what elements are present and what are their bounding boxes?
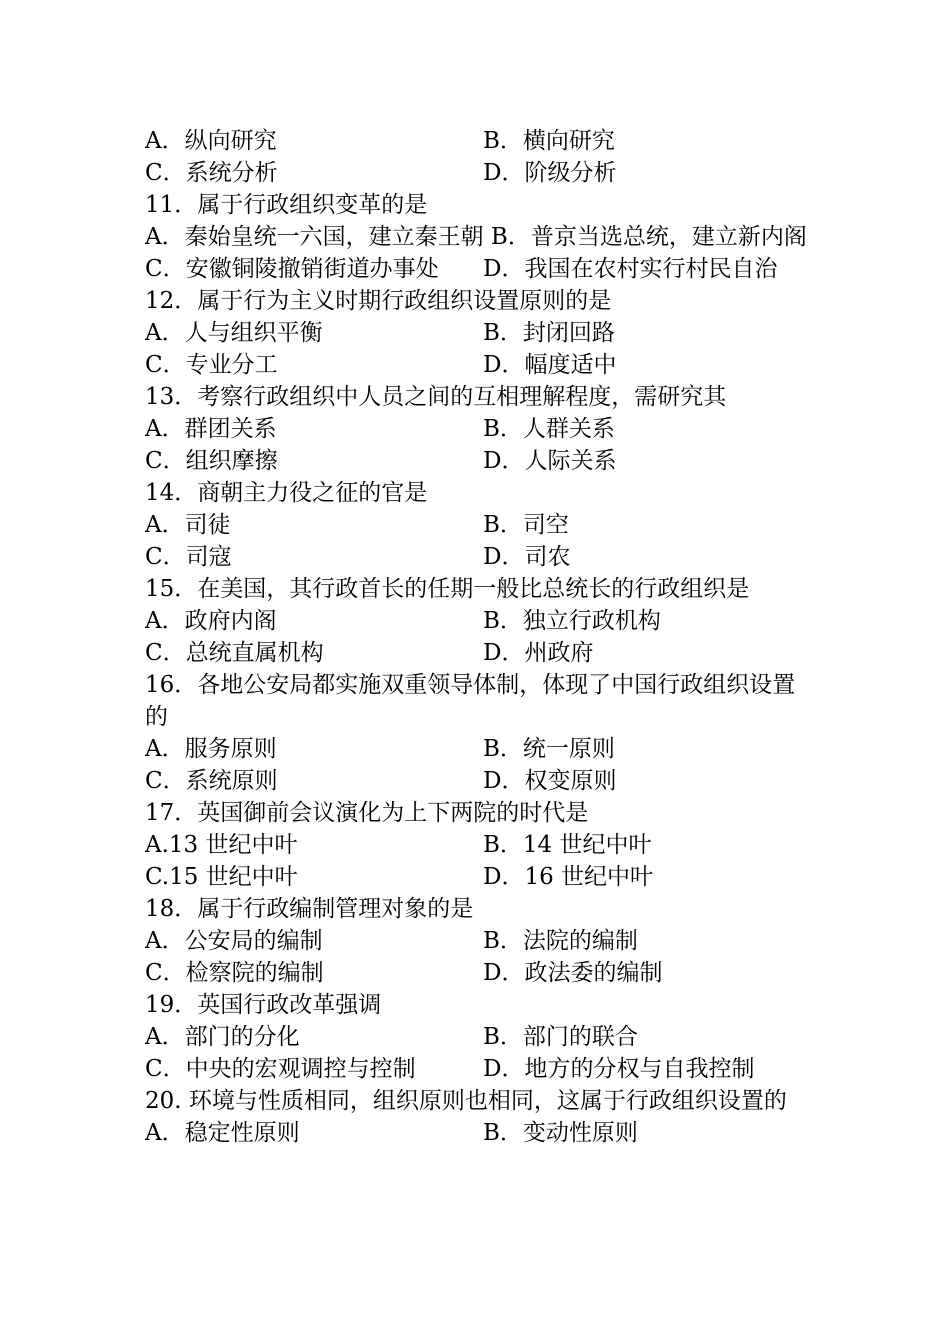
option-right: B．法院的编制 — [483, 928, 638, 954]
long-text-line: 20. 环境与性质相同，组织原则也相同，这属于行政组织设置的 — [145, 1088, 787, 1114]
option-right: B．司空 — [483, 512, 569, 538]
question-stem: 19．英国行政改革强调 — [145, 992, 382, 1018]
option-left: C．专业分工 — [145, 352, 278, 378]
option-row — [145, 1053, 810, 1085]
question-stem: 11．属于行政组织变革的是 — [145, 192, 428, 218]
option-row — [145, 349, 810, 381]
option-row — [145, 317, 810, 349]
question-stem: 15．在美国，其行政首长的任期一般比总统长的行政组织是 — [145, 576, 750, 602]
option-left: A．纵向研究 — [145, 128, 277, 154]
option-left: A．司徒 — [145, 512, 231, 538]
question-stem: 18．属于行政编制管理对象的是 — [145, 896, 474, 922]
option-left: A．群团关系 — [145, 416, 277, 442]
option-row — [145, 445, 810, 477]
exam-page — [145, 125, 810, 1149]
option-row — [145, 925, 810, 957]
option-row — [145, 957, 810, 989]
question-stem: 17．英国御前会议演化为上下两院的时代是 — [145, 800, 589, 826]
option-row — [145, 733, 810, 765]
option-right: D．政法委的编制 — [483, 960, 663, 986]
option-right: B．统一原则 — [483, 736, 615, 762]
option-left: C．总统直属机构 — [145, 640, 324, 666]
option-right: B．部门的联合 — [483, 1024, 638, 1050]
option-row — [145, 765, 810, 797]
option-left: A．人与组织平衡 — [145, 320, 323, 346]
option-left: C．司寇 — [145, 544, 232, 570]
option-right: D．幅度适中 — [483, 352, 617, 378]
option-right: B．变动性原则 — [483, 1120, 638, 1146]
option-left: C．组织摩擦 — [145, 448, 278, 474]
option-right: B．独立行政机构 — [483, 608, 661, 634]
option-left: C．中央的宏观调控与控制 — [145, 1056, 416, 1082]
option-left: C．系统分析 — [145, 160, 278, 186]
option-row — [145, 509, 810, 541]
option-row — [145, 861, 810, 893]
option-left: C.15 世纪中叶 — [145, 864, 298, 890]
option-right: B．横向研究 — [483, 128, 615, 154]
option-row — [145, 541, 810, 573]
option-right: B．14 世纪中叶 — [483, 832, 652, 858]
option-right: D．权变原则 — [483, 768, 617, 794]
question-stem: 14．商朝主力役之征的官是 — [145, 480, 428, 506]
option-row — [145, 253, 810, 285]
question-stem: 13．考察行政组织中人员之间的互相理解程度，需研究其 — [145, 384, 727, 410]
option-left: C．系统原则 — [145, 768, 278, 794]
option-left: C．安徽铜陵撤销街道办事处 — [145, 256, 439, 282]
option-right: D．16 世纪中叶 — [483, 864, 654, 890]
option-right: D．人际关系 — [483, 448, 617, 474]
option-row — [145, 605, 810, 637]
option-row — [145, 413, 810, 445]
long-text-line: 16．各地公安局都实施双重领导体制，体现了中国行政组织设置的 — [145, 672, 796, 730]
option-right: D．我国在农村实行村民自治 — [483, 256, 778, 282]
option-right: D．司农 — [483, 544, 571, 570]
long-text-line: A．秦始皇统一六国，建立秦王朝 B．普京当选总统，建立新内阁 — [145, 224, 807, 250]
option-left: A．公安局的编制 — [145, 928, 323, 954]
option-left: A．政府内阁 — [145, 608, 277, 634]
option-left: C．检察院的编制 — [145, 960, 324, 986]
option-right: D．州政府 — [483, 640, 594, 666]
option-row — [145, 1117, 810, 1149]
option-row — [145, 157, 810, 189]
option-row — [145, 125, 810, 157]
option-right: B．封闭回路 — [483, 320, 615, 346]
option-left: A．稳定性原则 — [145, 1120, 300, 1146]
option-left: A．部门的分化 — [145, 1024, 300, 1050]
option-left: A.13 世纪中叶 — [145, 832, 298, 858]
option-row — [145, 829, 810, 861]
option-right: D．阶级分析 — [483, 160, 617, 186]
question-stem: 12．属于行为主义时期行政组织设置原则的是 — [145, 288, 612, 314]
option-row — [145, 1021, 810, 1053]
option-right: B．人群关系 — [483, 416, 615, 442]
option-row — [145, 637, 810, 669]
option-left: A．服务原则 — [145, 736, 277, 762]
option-right: D．地方的分权与自我控制 — [483, 1056, 755, 1082]
